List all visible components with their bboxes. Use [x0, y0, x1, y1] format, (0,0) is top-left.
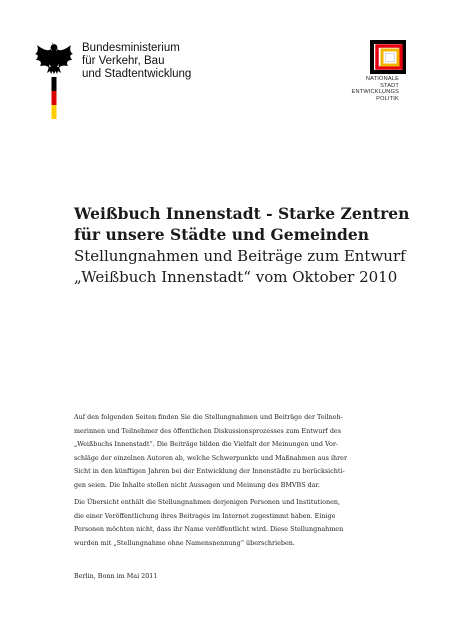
federal-eagle-icon [34, 40, 74, 120]
paragraph-line: Personen möchten nicht, dass ihr Name veröffentlicht wird. Diese Stellungnahmen [74, 525, 344, 534]
title-line-1: Weißbuch Innenstadt - Starke Zentren [74, 204, 410, 223]
subtitle-line-1: Stellungnahmen und Beiträge zum Entwurf [74, 247, 406, 265]
nsp-line-2: STADT [380, 82, 399, 89]
nsp-line-3: ENTWICKLUNGS [351, 89, 399, 96]
ministry-name [82, 42, 191, 81]
paragraph-line: wurden mit „Stellungnahme ohne Namensnennung“ überschrieben. [74, 538, 295, 547]
paragraph-line: Auf den folgenden Seiten finden Sie die Stellungnahmen und Beiträge der Teilneh- [74, 413, 343, 421]
ministry-line-2: für Verkehr, Bau [82, 55, 165, 67]
nsp-line-4: POLITIK [376, 95, 399, 102]
title-line-2: für unsere Städte und Gemeinden [74, 225, 369, 244]
subtitle-line-2: „Weißbuch Innenstadt“ vom Oktober 2010 [74, 268, 398, 286]
paragraph-line: die einer Veröffentlichung ihres Beitrages im Internet zugestimmt haben. Einige [74, 511, 336, 520]
paragraph-line: Sicht in den künftigen Jahren bei der Entwicklung der Innenstädte zu berücksichti- [74, 467, 345, 476]
paragraph-line: Die Übersicht enthält die Stellungnahmen derjenigen Personen und Institutionen, [74, 498, 341, 506]
place-date: Berlin, Bonn im Mai 2011 [74, 572, 158, 580]
paragraph-line: schläge der einzelnen Autoren ab, welche Schwerpunkte und Maßnahmen aus ihrer [74, 453, 348, 462]
paragraph-line: „Weißbuchs Innenstadt“. Die Beiträge bilden die Vielfalt der Meinungen und Vor- [74, 440, 339, 449]
paragraph-line: merinnen und Teilnehmer des öffentlichen Diskussionsprozesses zum Entwurf des [74, 426, 341, 435]
document-subtitle [74, 246, 406, 288]
ministry-line-1: Bundesministerium [82, 42, 180, 54]
nsp-wordmark [352, 76, 399, 102]
nsp-line-1: NATIONALE [365, 76, 399, 82]
intro-paragraph [74, 411, 374, 493]
nationale-stadtentwicklungspolitik-logo-icon [370, 40, 406, 74]
overview-paragraph [74, 496, 374, 550]
paragraph-line: gen seien. Die Inhalte stellen nicht Aussagen und Meinung des BMVBS dar. [74, 480, 320, 489]
ministry-line-3: und Stadtentwicklung [82, 68, 192, 80]
document-title [74, 203, 409, 245]
